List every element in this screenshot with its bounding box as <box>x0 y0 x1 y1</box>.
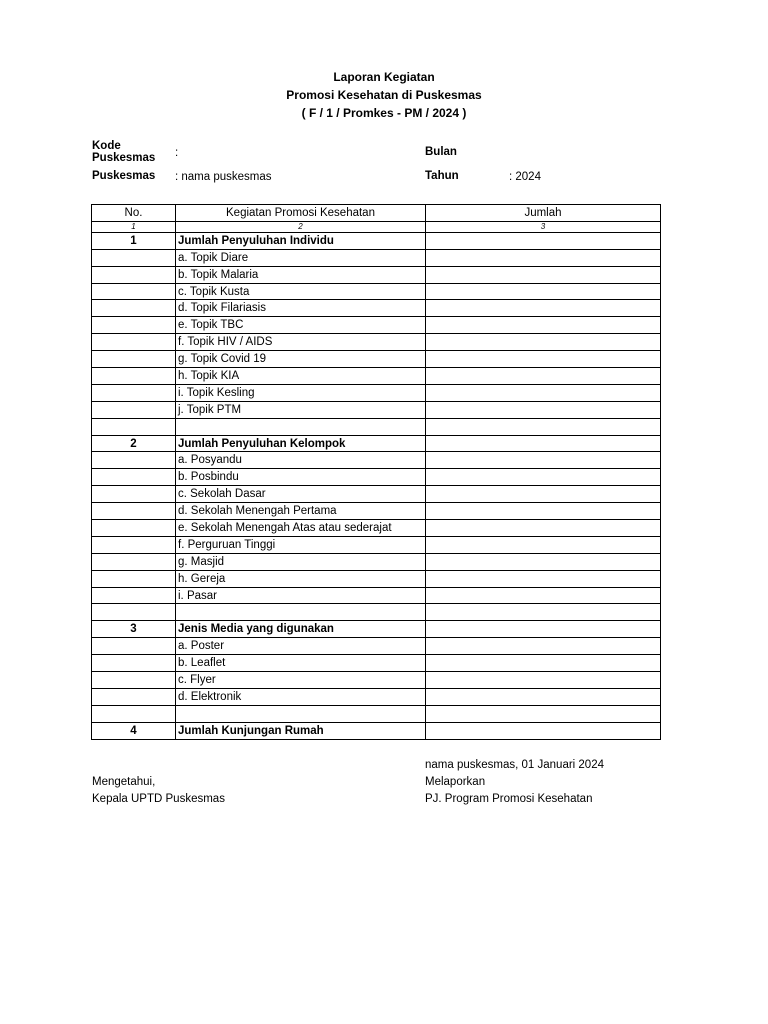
kepala-signatory: Kepala UPTD Puskesmas <box>92 793 225 805</box>
row-number <box>92 266 176 283</box>
table-row <box>92 705 661 722</box>
row-jumlah-cell[interactable] <box>426 621 661 638</box>
table-row <box>92 384 661 401</box>
melaporkan-label: Melaporkan <box>425 776 486 788</box>
table-row <box>92 418 661 435</box>
row-activity: Jumlah Penyuluhan Individu <box>176 232 426 249</box>
table-row <box>92 469 661 486</box>
report-subtitle: Promosi Kesehatan di Puskesmas <box>286 88 482 102</box>
row-jumlah-cell[interactable] <box>426 503 661 520</box>
row-jumlah-cell[interactable] <box>426 570 661 587</box>
row-number <box>92 553 176 570</box>
row-jumlah-cell[interactable] <box>426 334 661 351</box>
mengetahui-label: Mengetahui, <box>92 776 156 788</box>
table-row <box>92 587 661 604</box>
row-number <box>92 655 176 672</box>
table-row <box>92 452 661 469</box>
form-code: ( F / 1 / Promkes - PM / 2024 ) <box>301 106 467 120</box>
row-activity <box>176 418 426 435</box>
row-activity: d. Sekolah Menengah Pertama <box>176 503 426 520</box>
row-activity: i. Pasar <box>176 587 426 604</box>
table-row <box>92 266 661 283</box>
row-number: 4 <box>92 722 176 739</box>
row-number <box>92 705 176 722</box>
bulan-label: Bulan <box>425 146 457 158</box>
row-activity: Jenis Media yang digunakan <box>176 621 426 638</box>
row-jumlah-cell[interactable] <box>426 655 661 672</box>
table-row <box>92 688 661 705</box>
kode-label: Kode <box>92 140 121 152</box>
table-row <box>92 232 661 249</box>
row-number: 1 <box>92 232 176 249</box>
table-row <box>92 249 661 266</box>
row-jumlah-cell[interactable] <box>426 368 661 385</box>
row-number <box>92 672 176 689</box>
table-row <box>92 401 661 418</box>
row-number <box>92 384 176 401</box>
row-activity: d. Elektronik <box>176 688 426 705</box>
row-activity: a. Posyandu <box>176 452 426 469</box>
row-jumlah-cell[interactable] <box>426 604 661 621</box>
table-row <box>92 283 661 300</box>
row-activity <box>176 604 426 621</box>
row-jumlah-cell[interactable] <box>426 536 661 553</box>
row-activity: a. Poster <box>176 638 426 655</box>
row-jumlah-cell[interactable] <box>426 638 661 655</box>
row-activity: j. Topik PTM <box>176 401 426 418</box>
report-date: nama puskesmas, 01 Januari 2024 <box>425 759 604 771</box>
row-activity: b. Leaflet <box>176 655 426 672</box>
row-activity: f. Topik HIV / AIDS <box>176 334 426 351</box>
row-jumlah-cell[interactable] <box>426 418 661 435</box>
row-jumlah-cell[interactable] <box>426 351 661 368</box>
row-number: 3 <box>92 621 176 638</box>
col-no-header: No. <box>92 205 176 222</box>
row-number <box>92 469 176 486</box>
row-number <box>92 520 176 537</box>
row-activity: a. Topik Diare <box>176 249 426 266</box>
col-index-1: 1 <box>92 221 176 232</box>
row-activity: c. Flyer <box>176 672 426 689</box>
row-activity: d. Topik Filariasis <box>176 300 426 317</box>
row-jumlah-cell[interactable] <box>426 249 661 266</box>
row-activity: h. Gereja <box>176 570 426 587</box>
table-row <box>92 351 661 368</box>
table-row <box>92 317 661 334</box>
row-jumlah-cell[interactable] <box>426 553 661 570</box>
row-number <box>92 283 176 300</box>
table-row <box>92 486 661 503</box>
table-row <box>92 435 661 452</box>
row-jumlah-cell[interactable] <box>426 520 661 537</box>
activity-table <box>91 204 661 740</box>
table-row <box>92 553 661 570</box>
table-row <box>92 655 661 672</box>
row-activity: g. Masjid <box>176 553 426 570</box>
table-row <box>92 621 661 638</box>
row-number <box>92 368 176 385</box>
kode-value: : <box>175 147 179 159</box>
row-activity <box>176 705 426 722</box>
col-kegiatan-header: Kegiatan Promosi Kesehatan <box>176 205 426 222</box>
row-activity: c. Topik Kusta <box>176 283 426 300</box>
row-jumlah-cell[interactable] <box>426 401 661 418</box>
pj-signatory: PJ. Program Promosi Kesehatan <box>425 793 593 805</box>
row-jumlah-cell[interactable] <box>426 300 661 317</box>
row-activity: e. Topik TBC <box>176 317 426 334</box>
kode-label-2: Puskesmas <box>92 152 156 164</box>
row-activity: c. Sekolah Dasar <box>176 486 426 503</box>
col-index-2: 2 <box>176 221 426 232</box>
row-activity: e. Sekolah Menengah Atas atau sederajat <box>176 520 426 537</box>
row-activity: b. Topik Malaria <box>176 266 426 283</box>
row-jumlah-cell[interactable] <box>426 722 661 739</box>
table-row <box>92 300 661 317</box>
row-jumlah-cell[interactable] <box>426 232 661 249</box>
row-number <box>92 418 176 435</box>
table-row <box>92 520 661 537</box>
row-activity: h. Topik KIA <box>176 368 426 385</box>
row-jumlah-cell[interactable] <box>426 317 661 334</box>
row-number <box>92 503 176 520</box>
row-number <box>92 638 176 655</box>
row-jumlah-cell[interactable] <box>426 384 661 401</box>
table-row <box>92 368 661 385</box>
row-jumlah-cell[interactable] <box>426 283 661 300</box>
row-activity: i. Topik Kesling <box>176 384 426 401</box>
column-index-row <box>92 221 661 232</box>
row-jumlah-cell[interactable] <box>426 672 661 689</box>
col-jumlah-header: Jumlah <box>426 205 661 222</box>
row-number <box>92 401 176 418</box>
puskesmas-value: : nama puskesmas <box>175 171 272 183</box>
row-jumlah-cell[interactable] <box>426 705 661 722</box>
row-number <box>92 351 176 368</box>
row-number: 2 <box>92 435 176 452</box>
row-number <box>92 688 176 705</box>
row-number <box>92 587 176 604</box>
table-row <box>92 722 661 739</box>
row-jumlah-cell[interactable] <box>426 587 661 604</box>
table-row <box>92 604 661 621</box>
table-row <box>92 334 661 351</box>
row-number <box>92 486 176 503</box>
table-row <box>92 536 661 553</box>
row-jumlah-cell[interactable] <box>426 452 661 469</box>
row-number <box>92 317 176 334</box>
row-jumlah-cell[interactable] <box>426 486 661 503</box>
row-jumlah-cell[interactable] <box>426 469 661 486</box>
table-row <box>92 672 661 689</box>
row-number <box>92 604 176 621</box>
row-number <box>92 570 176 587</box>
row-jumlah-cell[interactable] <box>426 266 661 283</box>
col-index-3: 3 <box>426 221 661 232</box>
tahun-label: Tahun <box>425 170 459 182</box>
row-number <box>92 452 176 469</box>
row-number <box>92 536 176 553</box>
table-header-row <box>92 205 661 222</box>
row-activity: b. Posbindu <box>176 469 426 486</box>
row-jumlah-cell[interactable] <box>426 435 661 452</box>
table-row <box>92 503 661 520</box>
row-number <box>92 249 176 266</box>
table-row <box>92 638 661 655</box>
row-activity: f. Perguruan Tinggi <box>176 536 426 553</box>
report-title: Laporan Kegiatan <box>333 70 435 84</box>
puskesmas-label: Puskesmas <box>92 170 156 182</box>
row-jumlah-cell[interactable] <box>426 688 661 705</box>
tahun-value: : 2024 <box>509 171 541 183</box>
row-number <box>92 334 176 351</box>
row-activity: g. Topik Covid 19 <box>176 351 426 368</box>
row-activity: Jumlah Penyuluhan Kelompok <box>176 435 426 452</box>
row-number <box>92 300 176 317</box>
row-activity: Jumlah Kunjungan Rumah <box>176 722 426 739</box>
table-row <box>92 570 661 587</box>
